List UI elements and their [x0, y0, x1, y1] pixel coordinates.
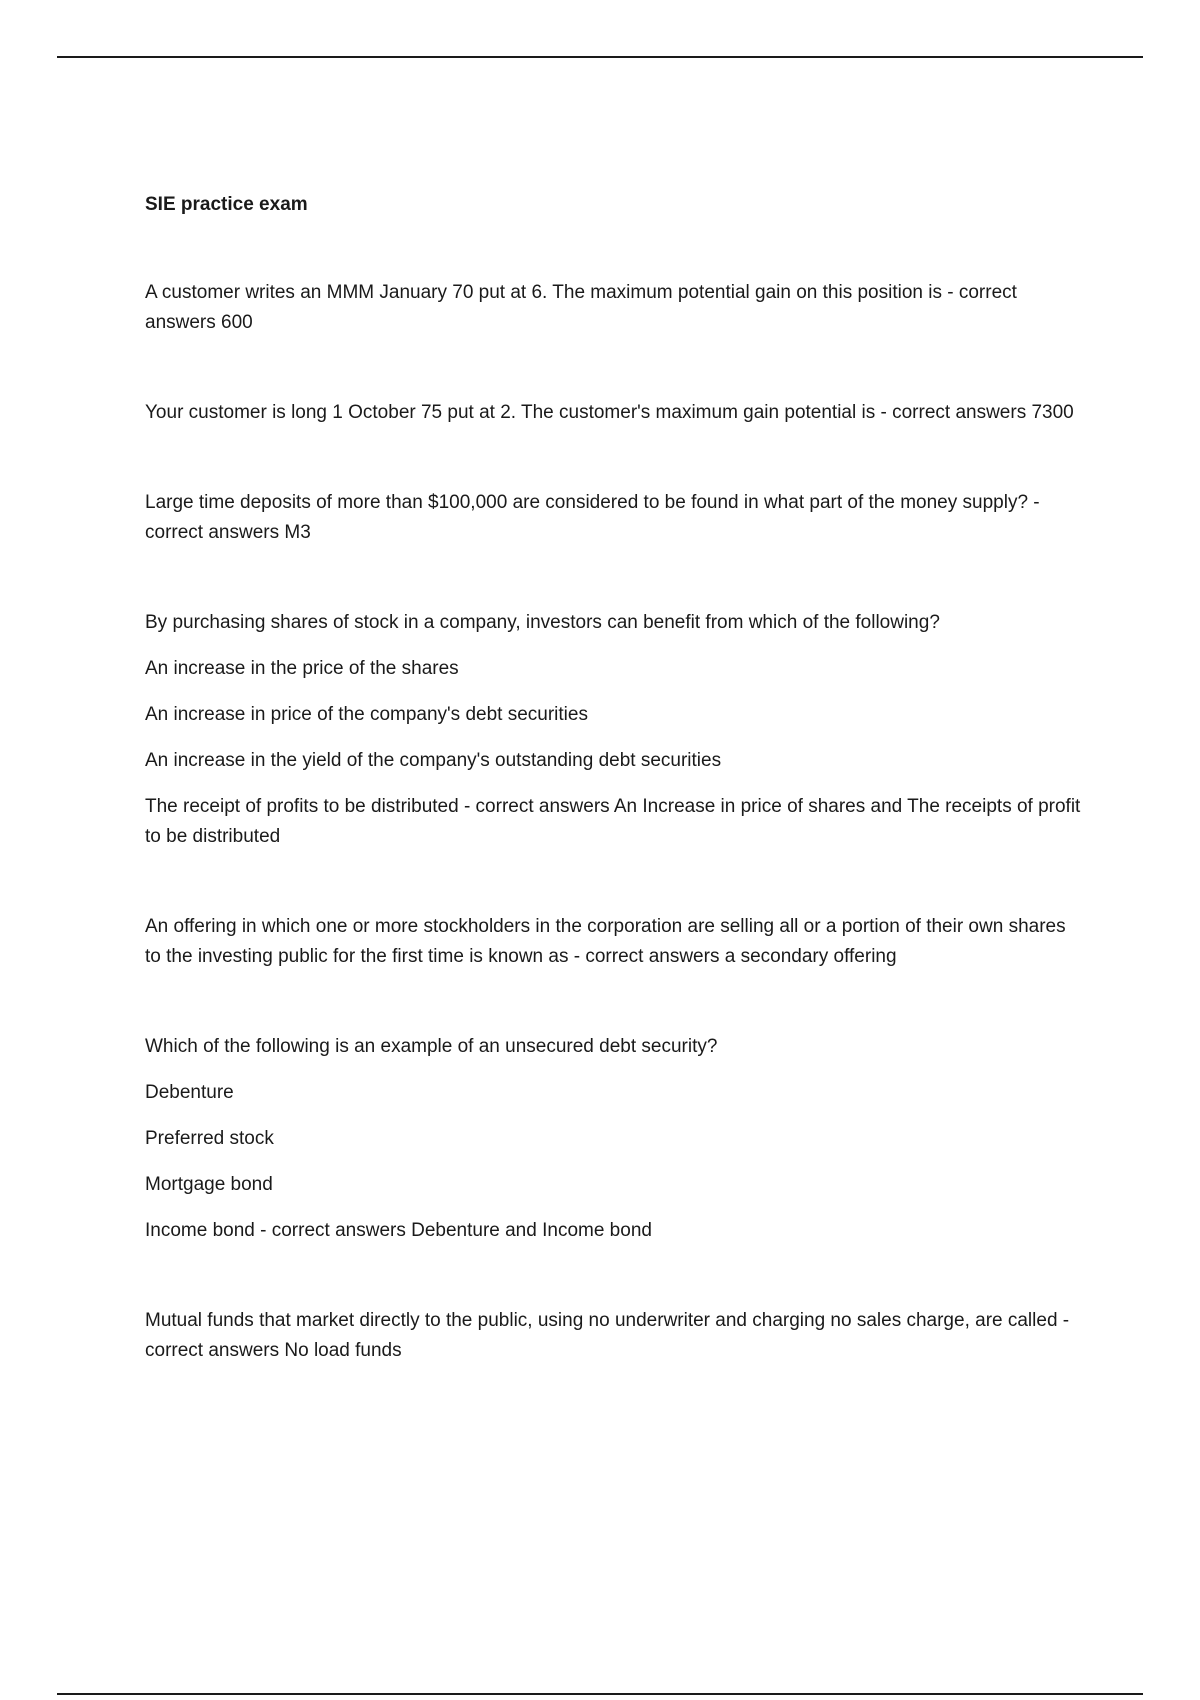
footer-rule: [57, 1693, 1143, 1695]
question-text: An offering in which one or more stockholders in the corporation are selling all or a portion of their own shares to the investing public for the first time is known as - correct answers a secondary offering: [145, 916, 1066, 967]
option-text: Mortgage bond: [145, 1174, 273, 1195]
question-1: [145, 278, 1085, 338]
question-text: A customer writes an MMM January 70 put at 6. The maximum potential gain on this position is - correct answers 600: [145, 282, 1017, 333]
option-text: An increase in price of the company's debt securities: [145, 704, 588, 725]
question-3: [145, 488, 1085, 548]
question-text: By purchasing shares of stock in a company, investors can benefit from which of the following?: [145, 612, 940, 633]
option-text: An increase in the price of the shares: [145, 658, 459, 679]
question-text: Your customer is long 1 October 75 put at 2. The customer's maximum gain potential is - correct answers 7300: [145, 402, 1074, 423]
option-text: An increase in the yield of the company's outstanding debt securities: [145, 750, 722, 771]
option-text: Debenture: [145, 1082, 234, 1103]
question-2: [145, 398, 1085, 428]
question-text: Mutual funds that market directly to the public, using no underwriter and charging no sales charge, are called - correct answers No load funds: [145, 1310, 1070, 1361]
question-6: [145, 1032, 1085, 1246]
option-text: Preferred stock: [145, 1128, 274, 1149]
document-body: [145, 190, 1085, 1426]
document-title: SIE practice exam: [145, 194, 308, 215]
option-answer-text: The receipt of profits to be distributed - correct answers An Increase in price of shares and The receipts of profit to be distributed: [145, 796, 1081, 847]
header-rule: [57, 56, 1143, 58]
question-4: [145, 608, 1085, 852]
question-5: [145, 912, 1085, 972]
question-text: Large time deposits of more than $100,000 are considered to be found in what part of the money supply? - correct answers M3: [145, 492, 1040, 543]
question-text: Which of the following is an example of an unsecured debt security?: [145, 1036, 718, 1057]
option-answer-text: Income bond - correct answers Debenture and Income bond: [145, 1220, 652, 1241]
question-7: [145, 1306, 1085, 1366]
